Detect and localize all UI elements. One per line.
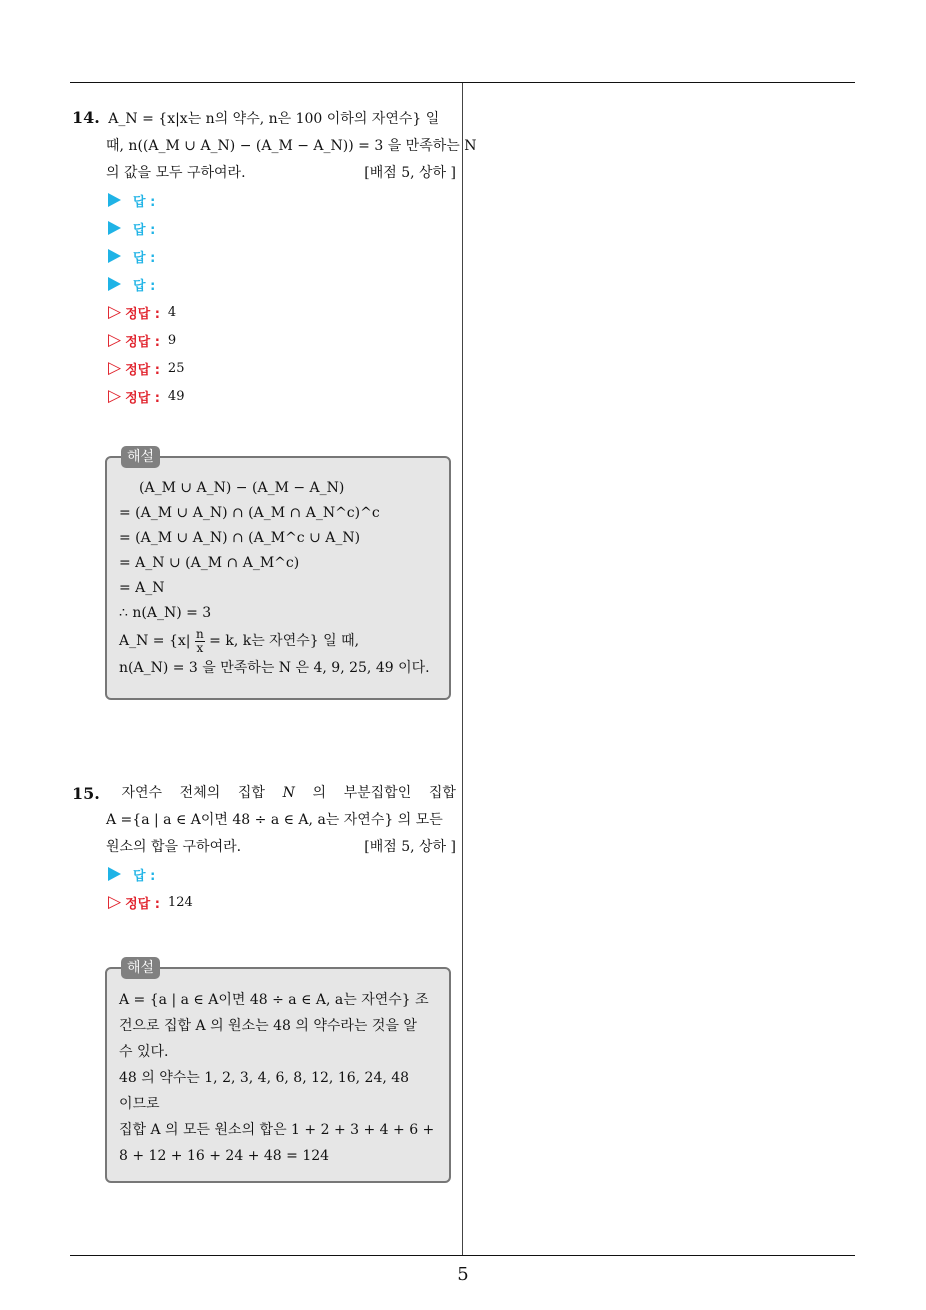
- play-triangle-icon: [108, 249, 121, 263]
- answer-field-row[interactable]: [108, 242, 184, 270]
- answer-field-row[interactable]: [108, 214, 184, 242]
- explanation-tag: 해설: [121, 446, 160, 468]
- correct-value: 49: [167, 388, 185, 404]
- answer-label: 답 :: [133, 250, 156, 266]
- expl-line: = A_N ∪ (A_M ∩ A_M^c): [119, 555, 300, 571]
- question-14: [72, 104, 477, 187]
- answer-field-row[interactable]: [108, 860, 193, 888]
- correct-label: 정답 :: [125, 896, 160, 912]
- q15-word: N: [282, 785, 295, 801]
- answer-label: 답 :: [133, 222, 156, 238]
- correct-answer-row: [108, 354, 184, 382]
- play-triangle-icon: [108, 193, 121, 207]
- page-number: 5: [457, 1264, 469, 1285]
- q15-explanation-box: [105, 960, 451, 1183]
- q15-text-line2: A ={a | a ∈ A이면 48 ÷ a ∈ A, a는 자연수} 의 모든: [106, 812, 443, 828]
- answer-label: 답 :: [133, 868, 156, 884]
- fraction: [195, 628, 205, 655]
- expl-line: n(A_N) = 3 을 만족하는 N 은 4, 9, 25, 49 이다.: [119, 660, 430, 676]
- correct-label: 정답 :: [125, 306, 160, 322]
- q15-word: 집합: [428, 785, 456, 801]
- correct-answer-row: [108, 888, 193, 916]
- outline-triangle-icon: ▷: [108, 301, 122, 322]
- q14-answer-list: [108, 186, 184, 410]
- q14-number: 14.: [72, 108, 100, 127]
- expl-line: 48 의 약수는 1, 2, 3, 4, 6, 8, 12, 16, 24, 48: [119, 1070, 410, 1086]
- q14-text-line3: 의 값을 모두 구하여라.: [106, 165, 246, 181]
- expl-line: 건으로 집합 A 의 원소는 48 의 약수라는 것을 알: [119, 1018, 417, 1034]
- outline-triangle-icon: ▷: [108, 891, 122, 912]
- correct-value: 124: [167, 894, 193, 910]
- q14-explanation-box: [105, 449, 451, 700]
- outline-triangle-icon: ▷: [108, 385, 122, 406]
- expl-line: = (A_M ∪ A_N) ∩ (A_M ∩ A_N^c)^c: [119, 505, 380, 521]
- fraction-numerator: n: [195, 626, 204, 641]
- play-triangle-icon: [108, 867, 121, 881]
- correct-label: 정답 :: [125, 390, 160, 406]
- correct-answer-row: [108, 298, 184, 326]
- q15-line3: [72, 834, 456, 861]
- q15-text-line3: 원소의 합을 구하여라.: [106, 839, 242, 855]
- correct-answer-row: [108, 382, 184, 410]
- correct-value: 9: [167, 332, 177, 348]
- expl-set-prefix: A_N = {x|: [119, 633, 191, 649]
- outline-triangle-icon: ▷: [108, 357, 122, 378]
- outline-triangle-icon: ▷: [108, 329, 122, 350]
- q14-text-line2: 때, n((A_M ∪ A_N) − (A_M − A_N)) = 3 을 만족하는 N: [106, 138, 477, 154]
- play-triangle-icon: [108, 277, 121, 291]
- expl-line: 이므로: [119, 1096, 160, 1112]
- explanation-tag: 해설: [121, 957, 160, 979]
- answer-field-row[interactable]: [108, 186, 184, 214]
- expl-line: A = {a | a ∈ A이면 48 ÷ a ∈ A, a는 자연수} 조: [119, 992, 429, 1008]
- q15-word: 의: [312, 785, 326, 801]
- expl-set-suffix: = k, k는 자연수} 일 때,: [209, 633, 360, 649]
- expl-line: = A_N: [119, 580, 165, 596]
- expl-line: (A_M ∪ A_N) − (A_M − A_N): [139, 480, 345, 496]
- fraction-denominator: x: [196, 640, 204, 655]
- q15-meta: [배점 5, 상하 ]: [364, 839, 456, 855]
- q14-line3: [72, 160, 456, 187]
- q15-number: 15.: [72, 784, 100, 803]
- play-triangle-icon: [108, 221, 121, 235]
- column-divider: [462, 83, 463, 1256]
- expl-set-line: [119, 626, 437, 656]
- question-15: [72, 780, 456, 861]
- q14-meta: [배점 5, 상하 ]: [364, 165, 456, 181]
- answer-field-row[interactable]: [108, 270, 184, 298]
- q15-word: 자연수: [121, 785, 163, 801]
- expl-line: = (A_M ∪ A_N) ∩ (A_M^c ∪ A_N): [119, 530, 361, 546]
- correct-value: 25: [167, 360, 185, 376]
- expl-line: 8 + 12 + 16 + 24 + 48 = 124: [119, 1148, 330, 1164]
- expl-line: ∴ n(A_N) = 3: [119, 605, 212, 621]
- q14-line1: [72, 104, 456, 133]
- q15-line1: [72, 780, 456, 807]
- expl-line: 수 있다.: [119, 1044, 169, 1060]
- correct-label: 정답 :: [125, 362, 160, 378]
- correct-value: 4: [167, 304, 177, 320]
- bottom-rule: [70, 1255, 855, 1256]
- correct-label: 정답 :: [125, 334, 160, 350]
- answer-label: 답 :: [133, 278, 156, 294]
- q15-word: 집합: [237, 785, 265, 801]
- q15-word: 부분집합인: [343, 785, 412, 801]
- q14-text-line1: A_N = {x|x는 n의 약수, n은 100 이하의 자연수} 일: [108, 111, 440, 127]
- q15-answer-list: [108, 860, 193, 916]
- expl-line: 집합 A 의 모든 원소의 합은 1 + 2 + 3 + 4 + 6 +: [119, 1122, 435, 1138]
- correct-answer-row: [108, 326, 184, 354]
- answer-label: 답 :: [133, 194, 156, 210]
- q15-word: 전체의: [179, 785, 221, 801]
